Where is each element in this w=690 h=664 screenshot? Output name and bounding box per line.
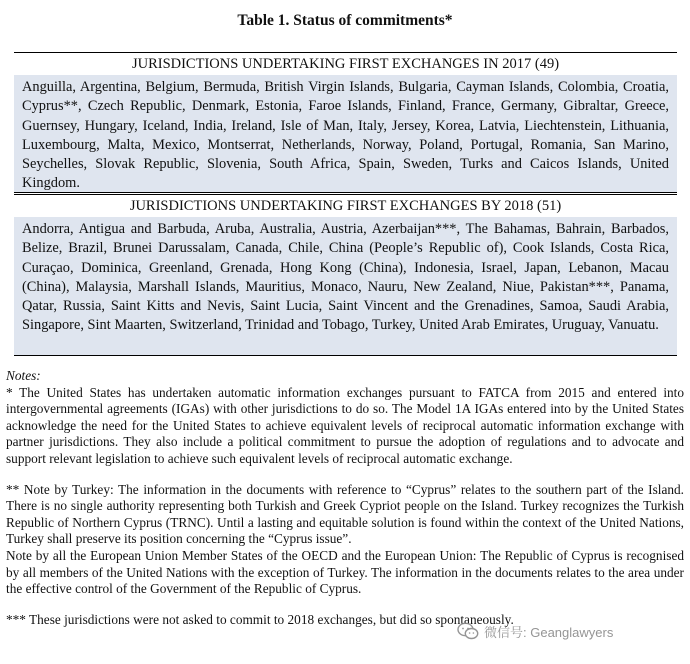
wechat-icon	[457, 622, 479, 640]
notes-section	[6, 368, 684, 628]
note-fatca: * The United States has undertaken automatic information exchanges pursuant to FATCA from 2015 and entered into intergovernmental agreements (IGAs) with other jurisdictions to do so. The Model 1A IGAs entered into by the United States acknowledge the need for the United States to achieve equivalent levels of reciprocal automatic information exchange with partner jurisdictions. They also include a political commitment to pursue the adoption of regulations and to advocate and support relevant legislation to achieve such equivalent levels of reciprocal automatic exchange.	[6, 384, 684, 466]
section-header-2017: JURISDICTIONS UNDERTAKING FIRST EXCHANGES IN 2017 (49)	[14, 52, 677, 76]
section-header-2018: JURISDICTIONS UNDERTAKING FIRST EXCHANGES BY 2018 (51)	[14, 194, 677, 218]
watermark-text: 微信号: Geanglawyers	[484, 624, 614, 640]
jurisdictions-2017-list: Anguilla, Argentina, Belgium, Bermuda, British Virgin Islands, Bulgaria, Cayman Islands, Colombia, Croatia, Cyprus**, Czech Republic, Denmark, Estonia, Faroe Islands, Finland, France, Germany, Gibraltar, Greece, Guernsey, Hungary, Iceland, India, Ireland, Isle of Man, Italy, Jersey, Korea, Latvia, Liechtenstein, Lithuania, Luxembourg, Malta, Mexico, Montserrat, Netherlands, Norway, Poland, Portugal, Romania, San Marino, Seychelles, Slovak Republic, Slovenia, South Africa, Spain, Sweden, Turks and Caicos Islands, United Kingdom.	[14, 75, 677, 193]
note-eu: Note by all the European Union Member States of the OECD and the European Union: The Republic of Cyprus is recognised by all members of the United Nations with the exception of Turkey. The information in the documents relates to the area under the effective control of the Government of the Republic of Cyprus.	[6, 547, 684, 597]
jurisdictions-2018-list: Andorra, Antigua and Barbuda, Aruba, Australia, Austria, Azerbaijan***, The Bahamas, Bahrain, Barbados, Belize, Brazil, Brunei Darussalam, Canada, Chile, China (People’s Republic of), Cook Islands, Costa Rica, Curaçao, Dominica, Greenland, Grenada, Hong Kong (China), Indonesia, Israel, Japan, Lebanon, Macau (China), Malaysia, Marshall Islands, Mauritius, Monaco, Nauru, New Zealand, Niue, Pakistan***, Panama, Qatar, Russia, Saint Kitts and Nevis, Saint Lucia, Saint Vincent and the Grenadines, Samoa, Saudi Arabia, Singapore, Sint Maarten, Switzerland, Trinidad and Tobago, Turkey, United Arab Emirates, Uruguay, Vanuatu.	[14, 217, 677, 356]
note-spontaneous: *** These jurisdictions were not asked to commit to 2018 exchanges, but did so spontaneously.	[6, 611, 514, 627]
wechat-watermark	[457, 620, 613, 642]
table-title: Table 1. Status of commitments*	[237, 12, 453, 29]
note-turkey: ** Note by Turkey: The information in the documents with reference to “Cyprus” relates to the southern part of the Island. There is no single authority representing both Turkish and Greek Cypriot people on the Island. Turkey recognizes the Turkish Republic of Northern Cyprus (TRNC). Until a lasting and equitable solution is found within the context of the United Nations, Turkey shall preserve its position concerning the “Cyprus issue”.	[6, 481, 684, 547]
notes-title: Notes:	[6, 368, 41, 383]
